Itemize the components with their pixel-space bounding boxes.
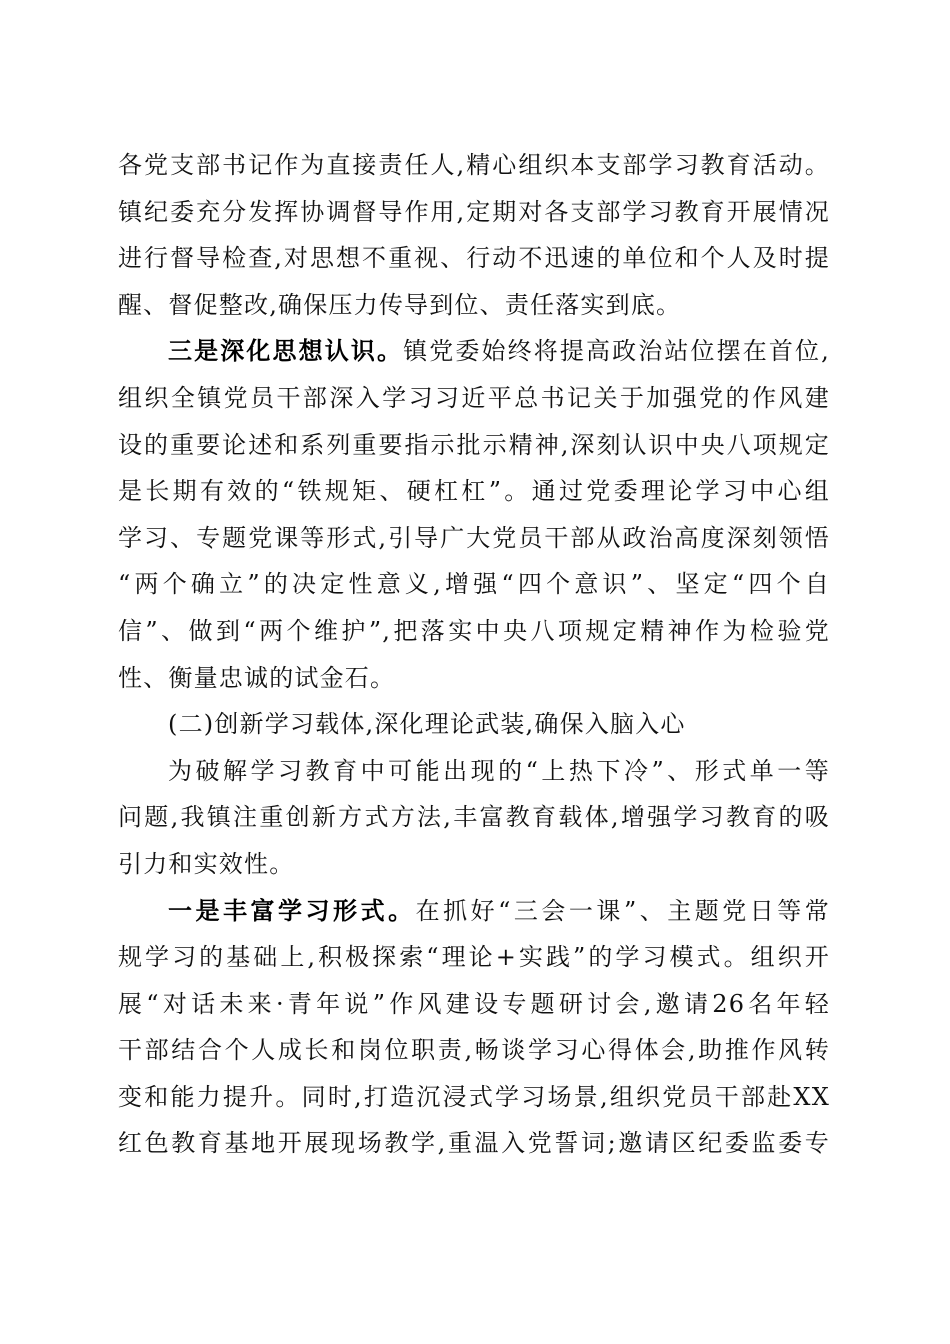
text-line: 信”、做到“两个维护”,把落实中央八项规定精神作为检验党 <box>118 616 830 645</box>
paragraph-enrich-forms <box>118 888 830 1168</box>
text-line: 引力和实效性。 <box>118 849 295 878</box>
text-run: 在抓好“三会一课”、主题党日等常 <box>415 896 830 925</box>
text-line: 醒、督促整改,确保压力传导到位、责任落实到底。 <box>118 290 682 319</box>
text-line: 规学习的基础上,积极探索“理论+实践”的学习模式。组织开 <box>118 943 830 972</box>
text-line: “两个确立”的决定性意义,增强“四个意识”、坚定“四个自 <box>118 570 830 599</box>
text-line: 干部结合个人成长和岗位职责,畅谈学习心得体会,助推作风转 <box>118 1036 830 1065</box>
text-line: 镇纪委充分发挥协调督导作用,定期对各支部学习教育开展情况 <box>118 197 830 226</box>
text-line: 展“对话未来·青年说”作风建设专题研讨会,邀请26名年轻 <box>118 989 830 1018</box>
paragraph-lead: 一是丰富学习形式。 <box>168 895 416 925</box>
paragraph-continuation <box>118 142 830 328</box>
paragraph-intro <box>118 748 830 888</box>
heading-text: (二)创新学习载体,深化理论武装,确保入脑入心 <box>168 710 686 739</box>
document-body <box>118 142 830 1167</box>
text-line: 性、衡量忠诚的试金石。 <box>118 663 396 692</box>
text-line: 红色教育基地开展现场教学,重温入党誓词;邀请区纪委监委专 <box>118 1129 830 1158</box>
text-run: 镇党委始终将提高政治站位摆在首位, <box>403 337 830 366</box>
text-line: 问题,我镇注重创新方式方法,丰富教育载体,增强学习教育的吸 <box>118 803 830 832</box>
text-line: 组织全镇党员干部深入学习习近平总书记关于加强党的作风建 <box>118 383 830 412</box>
text-line <box>118 328 830 375</box>
text-line: 学习、专题党课等形式,引导广大党员干部从政治高度深刻领悟 <box>118 523 830 552</box>
text-line: 为破解学习教育中可能出现的“上热下冷”、形式单一等 <box>168 756 830 785</box>
text-line: 设的重要论述和系列重要指示批示精神,深刻认识中央八项规定 <box>118 430 830 459</box>
text-line: 进行督导检查,对思想不重视、行动不迅速的单位和个人及时提 <box>118 244 830 273</box>
text-line <box>118 888 830 935</box>
text-line: 各党支部书记作为直接责任人,精心组织本支部学习教育活动。 <box>118 151 830 179</box>
paragraph-deepen-understanding <box>118 328 830 701</box>
text-line: 变和能力提升。同时,打造沉浸式学习场景,组织党员干部赴XX <box>118 1082 830 1111</box>
section-heading <box>118 701 830 748</box>
text-line: 是长期有效的“铁规矩、硬杠杠”。通过党委理论学习中心组 <box>118 477 830 506</box>
paragraph-lead: 三是深化思想认识。 <box>168 336 404 366</box>
